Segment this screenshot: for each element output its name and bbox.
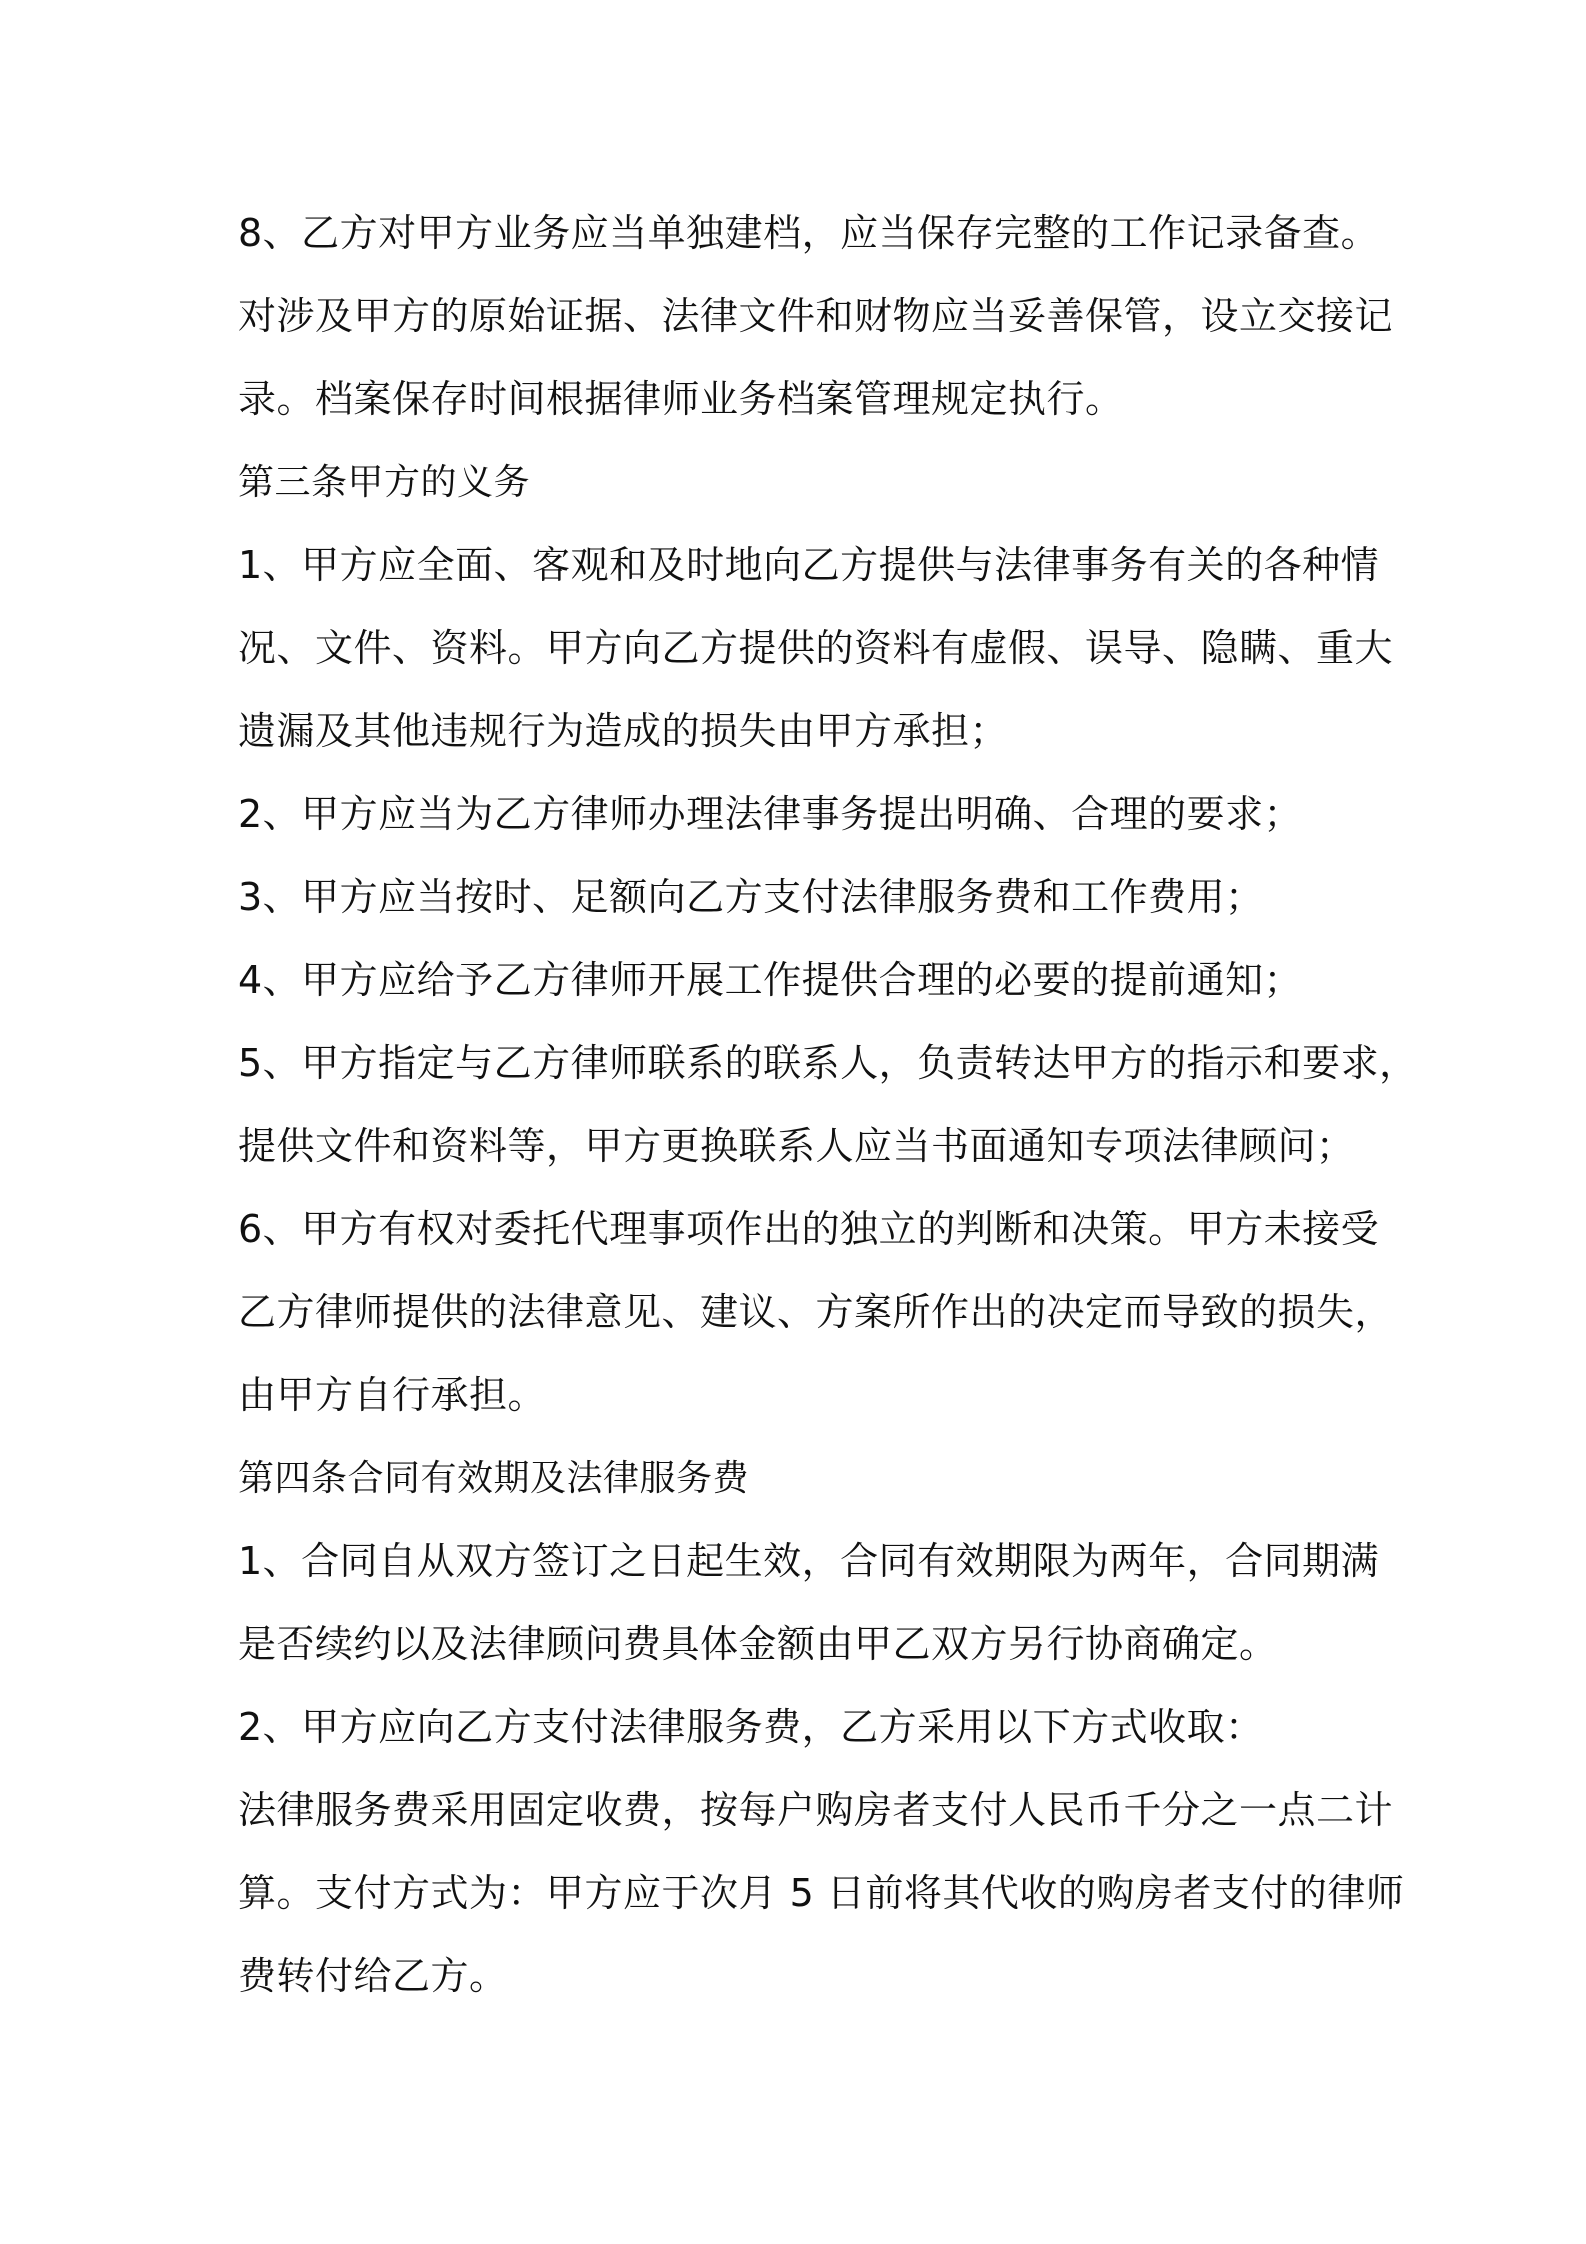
paragraph: [238, 1022, 1418, 1188]
text-line: 费转付给乙方。: [238, 1954, 508, 1998]
text-line: 算。支付方式为：甲方应于次月 5 日前将其代收的购房者支付的律师: [238, 1871, 1405, 1915]
text-line: 3、甲方应当按时、足额向乙方支付法律服务费和工作费用；: [238, 875, 1264, 919]
document-body: [238, 192, 1418, 2018]
text-line: 由甲方自行承担。: [238, 1373, 547, 1417]
text-line: 提供文件和资料等，甲方更换联系人应当书面通知专项法律顾问；: [238, 1124, 1355, 1168]
section-heading: [238, 1437, 1362, 1520]
paragraph: [238, 773, 1362, 856]
paragraph: [238, 856, 1362, 939]
text-line: 6、甲方有权对委托代理事项作出的独立的判断和决策。甲方未接受: [238, 1207, 1380, 1251]
paragraph: [238, 192, 1394, 441]
text-line: 第三条甲方的义务: [238, 462, 531, 503]
text-line: 4、甲方应给予乙方律师开展工作提供合理的必要的提前通知；: [238, 958, 1303, 1002]
text-line: 2、甲方应向乙方支付法律服务费，乙方采用以下方式收取：: [238, 1705, 1264, 1749]
text-line: 乙方律师提供的法律意见、建议、方案所作出的决定而导致的损失，: [238, 1290, 1394, 1334]
paragraph: [238, 1520, 1380, 1686]
paragraph: [238, 1188, 1394, 1437]
text-line: 1、合同自从双方签订之日起生效，合同有效期限为两年，合同期满: [238, 1539, 1380, 1583]
text-line: 录。档案保存时间根据律师业务档案管理规定执行。: [238, 377, 1124, 421]
paragraph: [238, 1686, 1362, 1769]
text-line: 8、乙方对甲方业务应当单独建档，应当保存完整的工作记录备查。: [238, 211, 1380, 255]
text-line: 对涉及甲方的原始证据、法律文件和财物应当妥善保管，设立交接记: [238, 294, 1394, 338]
text-line: 遗漏及其他违规行为造成的损失由甲方承担；: [238, 709, 1009, 753]
text-line: 况、文件、资料。甲方向乙方提供的资料有虚假、误导、隐瞒、重大: [238, 626, 1394, 670]
text-line: 5、甲方指定与乙方律师联系的联系人，负责转达甲方的指示和要求，: [238, 1041, 1418, 1085]
text-line: 是否续约以及法律顾问费具体金额由甲乙双方另行协商确定。: [238, 1622, 1278, 1666]
paragraph: [238, 524, 1394, 773]
text-line: 第四条合同有效期及法律服务费: [238, 1458, 750, 1499]
text-line: 1、甲方应全面、客观和及时地向乙方提供与法律事务有关的各种情: [238, 543, 1380, 587]
text-line: 法律服务费采用固定收费，按每户购房者支付人民币千分之一点二计: [238, 1788, 1394, 1832]
paragraph: [238, 1769, 1405, 2018]
paragraph: [238, 939, 1362, 1022]
section-heading: [238, 441, 1362, 524]
text-line: 2、甲方应当为乙方律师办理法律事务提出明确、合理的要求；: [238, 792, 1303, 836]
